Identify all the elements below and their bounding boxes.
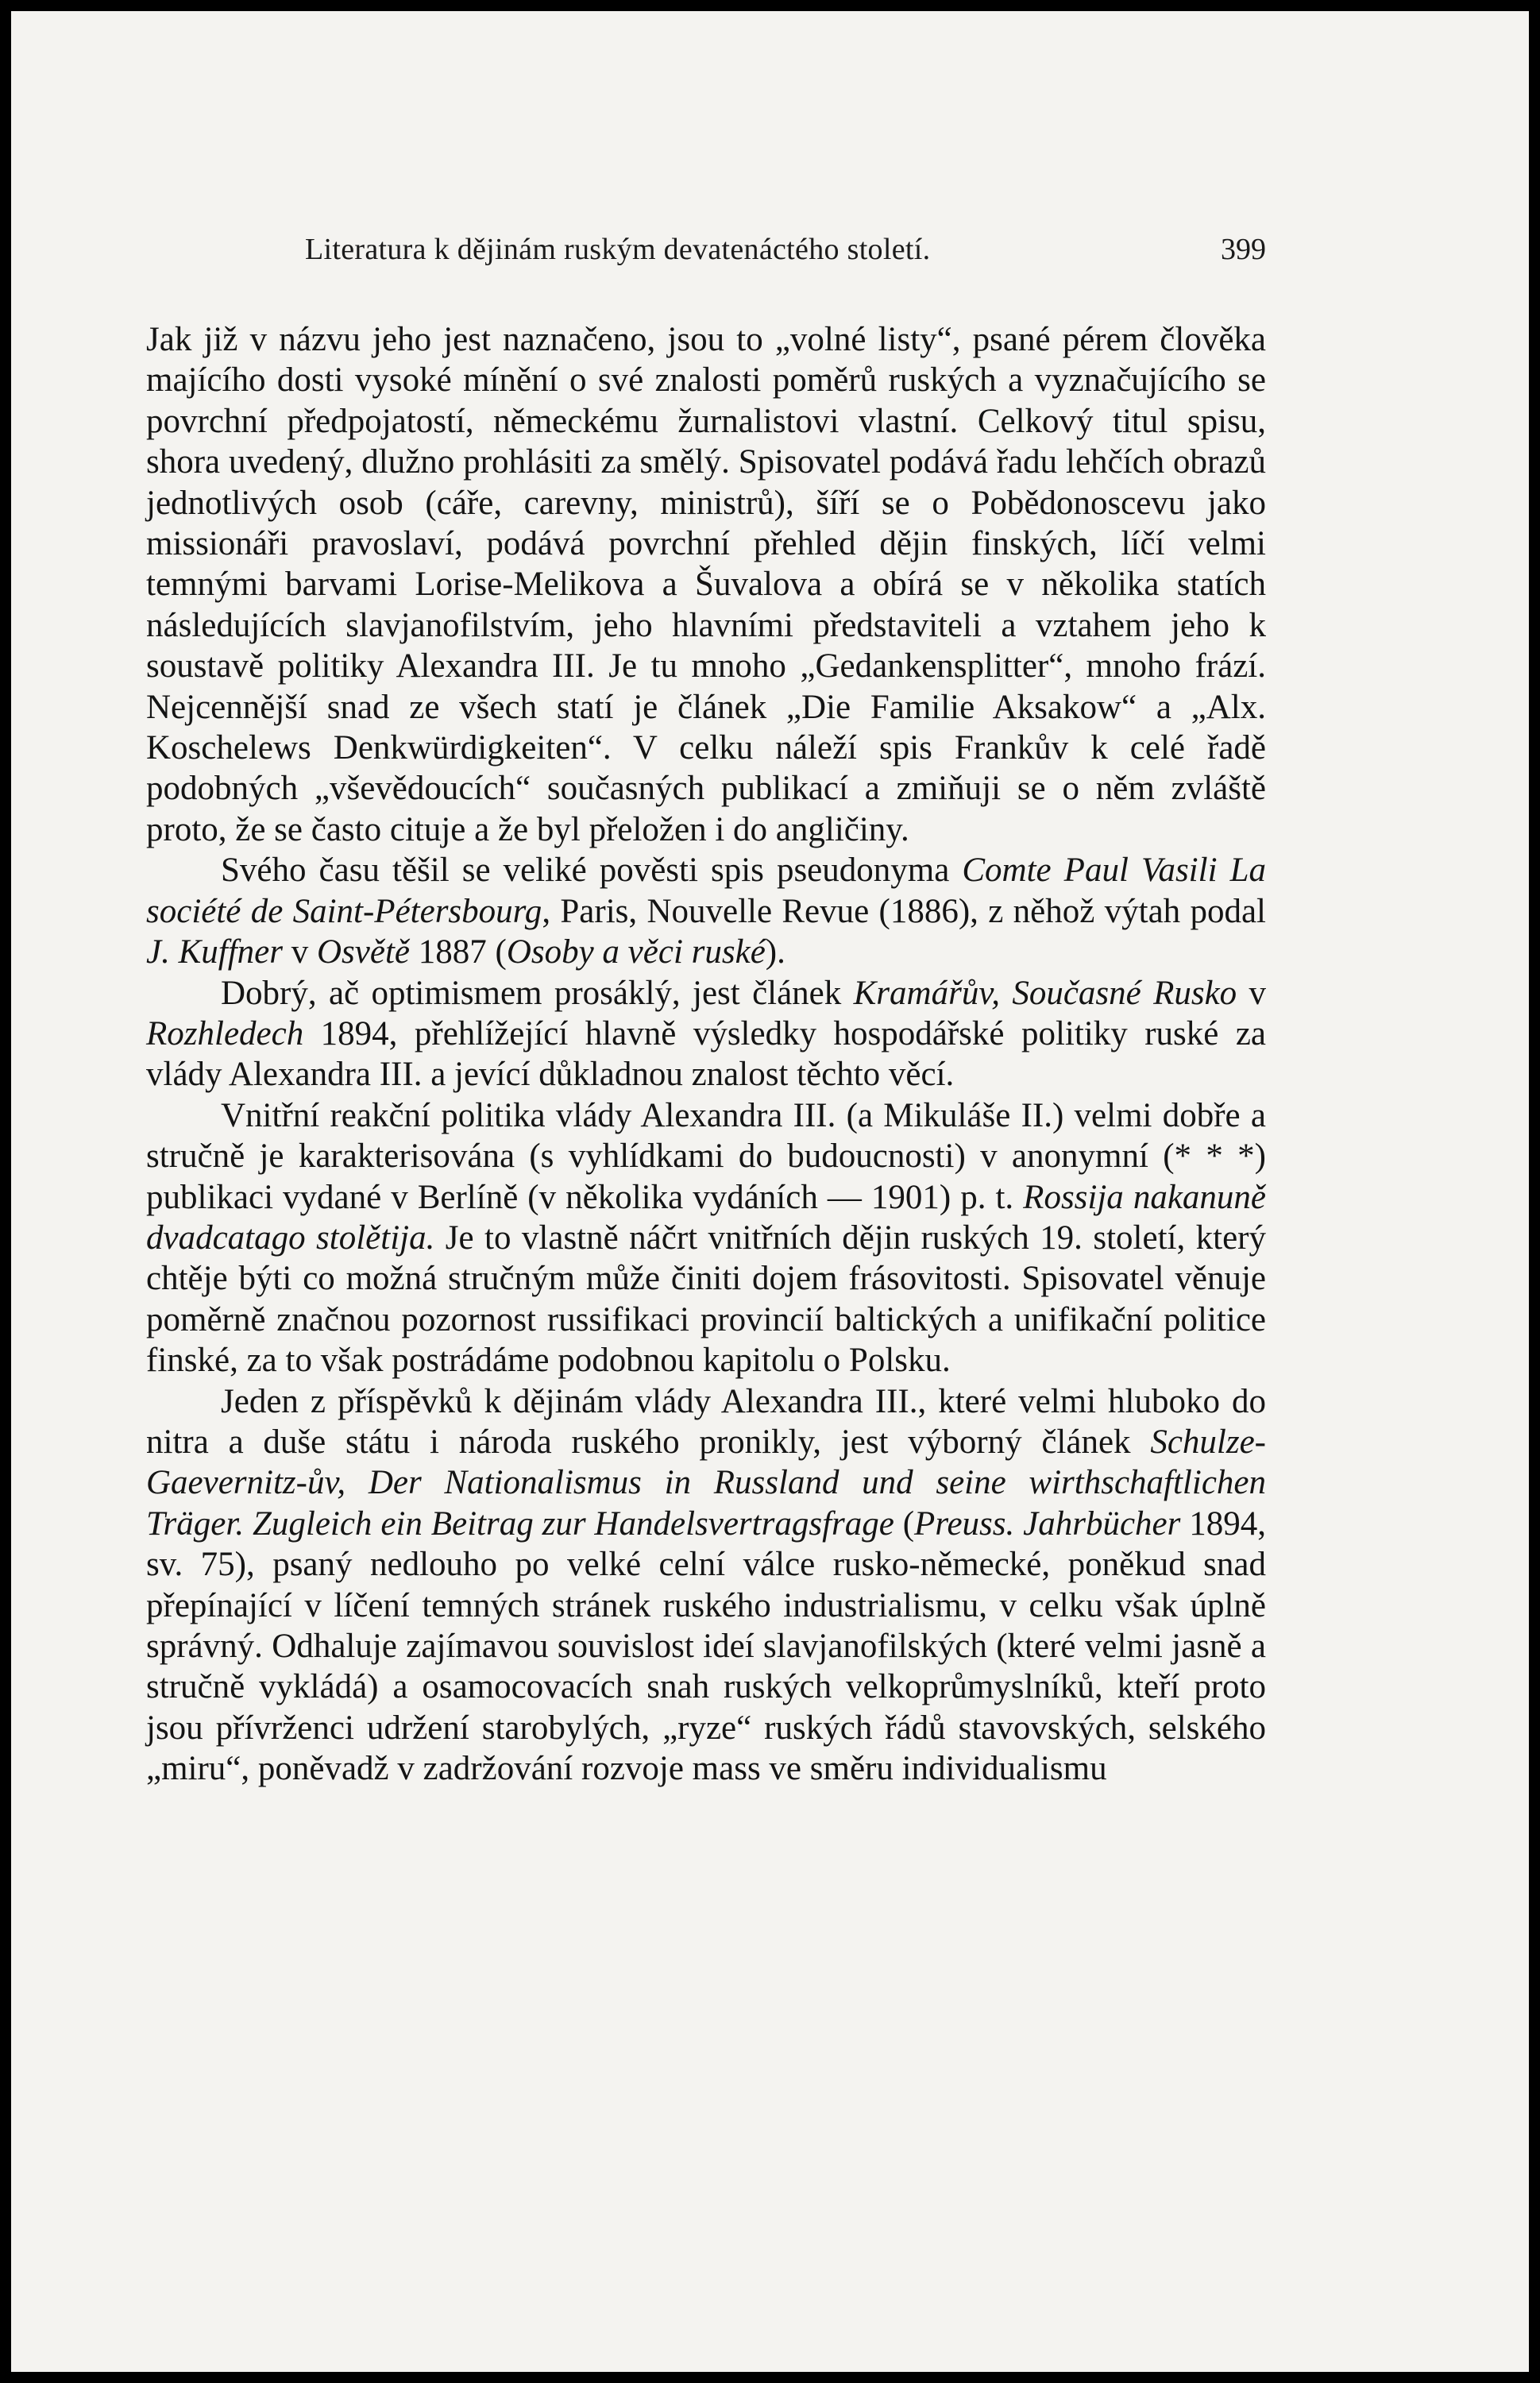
- italic-citation: Comte Paul Vasili La société de Saint-Pétersbourg: [146, 852, 1266, 930]
- italic-citation: Rossija nakanuně dvadcatago stolětija.: [146, 1178, 1266, 1257]
- running-header: [305, 226, 1266, 273]
- page-number: 399: [1221, 233, 1266, 266]
- italic-citation: Schulze-Gaevernitz-ův, Der Nationalismus in Russland und seine wirthschaftlichen Träger. Zugleich ein Beitrag zur Handelsvertragsfrage: [146, 1423, 1266, 1543]
- text-run: Jeden z příspěvků k dějinám vlády Alexandra III., které velmi hluboko do nitra a duše státu i národa ruského pronikly, jest výborný článek: [146, 1382, 1266, 1461]
- text-run: 1894, přehlížející hlavně výsledky hospodářské politiky ruské za vlády Alexandra III. a jevící důkladnou znalost těchto věcí.: [146, 1014, 1266, 1094]
- body-text: [146, 319, 1266, 1790]
- italic-citation: Preuss. Jahrbücher: [914, 1504, 1181, 1543]
- text-run: 1887 (: [409, 933, 507, 971]
- paragraph-p1: [146, 319, 1266, 850]
- text-run: 1894, sv. 75), psaný nedlouho po velké celní válce rusko-německé, poněkud snad přepínající v líčení temných stránek ruského industrialismu, v celku však úplně správný. Odhaluje zajímavou souvislost ideí slavjanofilských (které velmi jasně a stručně vykládá) a osamocovacích snah ruských velkoprůmyslníků, kteří proto jsou přívrženci udržení starobylých, „ryze“ ruských řádů stavovských, selského „miru“, poněvadž v zadržování rozvoje mass ve směru individualismu: [146, 1504, 1266, 1788]
- italic-citation: Osvětě: [316, 933, 410, 971]
- text-run: v: [282, 933, 317, 971]
- text-run: (: [894, 1504, 915, 1543]
- book-page: [11, 11, 1529, 2372]
- text-run: Vnitřní reakční politika vlády Alexandra III. (a Mikuláše II.) velmi dobře a stručně je karakterisována (s vyhlídkami do budoucnosti) v anonymní (* * *) publikaci vydané v Berlíně (v několika vydáních — 1901) p. t.: [146, 1096, 1266, 1216]
- text-run: Dobrý, ač optimismem prosáklý, jest článek: [221, 974, 854, 1012]
- text-run: v: [1237, 974, 1267, 1012]
- paragraph-p4: [146, 1095, 1266, 1381]
- italic-citation: Rozhledech: [146, 1014, 304, 1052]
- text-run: , Paris, Nouvelle Revue (1886), z něhož výtah podal: [542, 892, 1267, 930]
- italic-citation: Kramářův, Současné Rusko: [853, 974, 1237, 1012]
- paragraph-p2: [146, 850, 1266, 972]
- paragraph-p3: [146, 973, 1266, 1095]
- paragraph-p5: [146, 1381, 1266, 1790]
- text-run: Je to vlastně náčrt vnitřních dějin ruských 19. století, který chtěje býti co možná stručným může činiti dojem frásovitosti. Spisovatel věnuje poměrně značnou pozornost russifikaci provincií baltických a unifikační politice finské, za to však postrádáme podobnou kapitolu o Polsku.: [146, 1219, 1266, 1380]
- italic-citation: J. Kuffner: [146, 933, 283, 971]
- text-run: Jak již v názvu jeho jest naznačeno, jsou to „volné listy“, psané pérem člověka majícího dosti vysoké mínění o své znalosti poměrů ruských a vyznačujícího se povrchní předpojatostí, německému žurnalistovi vlastní. Celkový titul spisu, shora uvedený, dlužno prohlásiti za smělý. Spisovatel podává řadu lehčích obrazů jednotlivých osob (cáře, carevny, ministrů), šíří se o Pobědonoscevu jako missionáři pravoslaví, podává povrchní přehled dějin finských, líčí velmi temnými barvami Lorise-Melikova a Šuvalova a obírá se v několika statích následujících slavjanofilstvím, jeho hlavními představiteli a vztahem jeho k soustavě politiky Alexandra III. Je tu mnoho „Gedankensplitter“, mnoho frází. Nejcennější snad ze všech statí je článek „Die Familie Aksakow“ a „Alx. Koschelews Denkwürdigkeiten“. V celku náleží spis Frankův k celé řadě podobných „vševědoucích“ současných publikací a zmiňuji se o něm zvláště proto, že se často cituje a že byl přeložen i do angličiny.: [146, 321, 1266, 848]
- italic-citation: Osoby a věci ruské: [506, 933, 766, 971]
- text-run: Svého času těšil se veliké pověsti spis pseudonyma: [221, 852, 963, 890]
- running-title: Literatura k dějinám ruským devatenáctého století.: [305, 233, 931, 266]
- text-run: ).: [765, 933, 785, 971]
